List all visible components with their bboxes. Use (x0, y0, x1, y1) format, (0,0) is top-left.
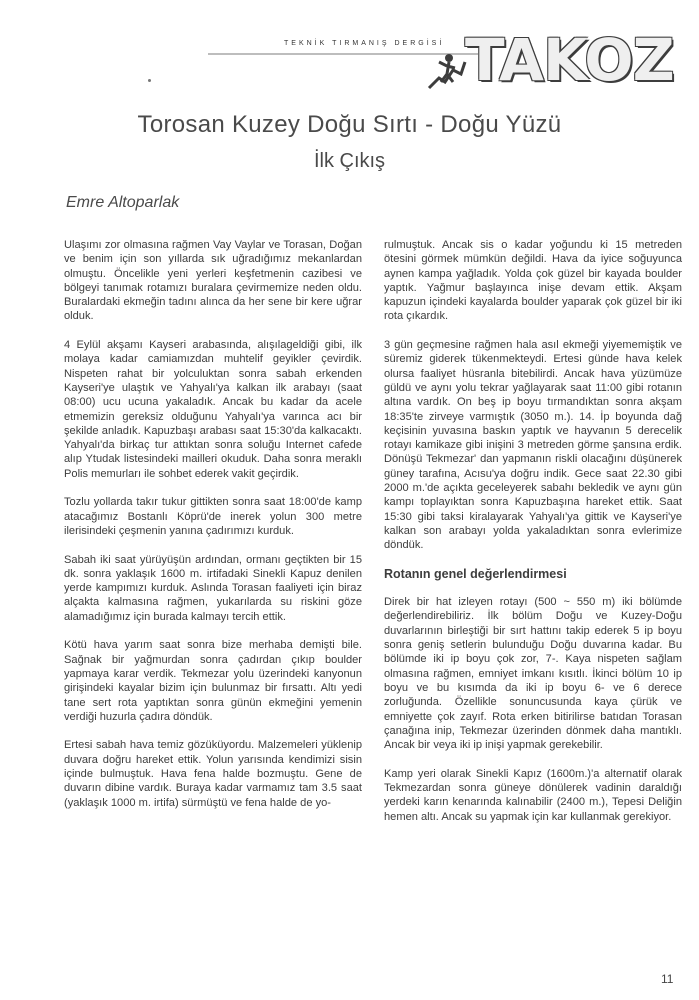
paragraph: Tozlu yollarda takır tukur gittikten sonra saat 18:00'de kamp atacağımız Bostanlı Köprü'de inerek yolun 300 metre ilerisindeki çeşmenin yanına çadırımızı kurduk. (64, 496, 362, 537)
article-title: Torosan Kuzey Doğu Sırtı - Doğu Yüzü (137, 111, 562, 138)
article-subtitle: İlk Çıkış (313, 150, 386, 172)
section-heading: Rotanın genel değerlendirmesi (384, 566, 567, 581)
paragraph: Ertesi sabah hava temiz gözüküyordu. Malzemeleri yüklenip duvara doğru hareket ettik. Yolun yarısında kendimizi sisin içinde bulmuştuk. Hava fena halde bozmuştu. Gene de duvarın dibine vardık. Buraya kadar varmamız tam 3.5 saat (yaklaşık 1000 m. irtifa) sürmüştü ve fena halde de yo- (64, 739, 362, 809)
paragraph: 4 Eylül akşamı Kayseri arabasında, alışılageldiği gibi, ilk molaya kadar camiamızdan muhtelif geyikler çevirdik. Nispeten rahat bir yolculuktan sonra sabah erkenden Kayseri'ye ulaştık ve Yahyalı'ya kalkan ilk arabayı (saat 08:00) ucu ucuna yakaladık. Ancak bu kadar da acele etmemizin gereksiz olduğunu Yahyalı'ya varınca acı bir şekilde anladık. Kapuzbaşı arabası saat 15:30'da kalkacaktı. Yahyalı'da birkaç tur attıktan sonra soluğu Internet cafede alıp Ytudak listesindeki mailleri okuduk. Daha sonra meraklı Polis memurları ile sohbet ederek vakit geçirdik. (64, 339, 362, 480)
paragraph: 3 gün geçmesine rağmen hala asıl ekmeği yiyememiştik ve süremiz giderek tükenmekteydi. Ertesi günde hava kelek olursa faaliyet hüsranla bitebilirdi. Ancak hava yüzümüze güldü ve aynı yolu tekrar yağlayarak saat 11:00 gibi rotanın altına vardık. On beş ip boyu tırmandıktan sonra akşam 18:35'te zirveye varmıştık (3050 m.). 14. İp boyunda dağ keçisinin yuvasına baskın yaptık ve hayvanın 5 derecelik rotayı kamikaze gibi inişini 3 metreden görme şansına erdik. Dönüşü Tekmezar' dan yapmanın riskli olacağını düşünerek güney tarafına, Acısu'ya doğru indik. Gece saat 22.30 gibi 2000 m.'de açıkta geceleyerek sabahı bekledik ve aynı gün kampı toplayıktan sonra Kapuzbaşına hareket ettik. Saat 15:30 gibi taksi kiralayarak Yahyalı'ya gittik ve Kayseri'ye kalkan son arabayı yolda yakaladıktan sonra evlerimize döndük. (384, 339, 682, 552)
paragraph: Ulaşımı zor olmasına rağmen Vay Vaylar ve Torasan, Doğan ve benim için son yıllarda sık uğradığımız mekanlardan olmuştu. Öncelikle yeni yerleri keşfetmenin cazibesi ve bölgeyi tanımak rotamızı buralara çevirmemize neden oldu. Buralardaki ekmeğin tadını alınca da her sene bir kere uğrar olduk. (64, 239, 362, 323)
article-author: Emre Altoparlak (66, 194, 180, 211)
magazine-logo (425, 26, 674, 94)
paragraph: rulmuştuk. Ancak sis o kadar yoğundu ki 15 metreden ötesini görmek mümkün değildi. Hava da iyice soğuyunca aynen kampa yağladık. Yolda çok güzel bir kayada boulder yaptık. Yağmur başlayınca inişe devam ettik. Akşam kapuzun içindeki kayalarda boulder yaparak çok güzel bir iki rota çıkardık. (384, 239, 682, 323)
climber-icon (425, 48, 469, 92)
right-column (384, 238, 682, 838)
magazine-name: TEKNİK TIRMANIŞ DERGİSİ (284, 40, 445, 47)
left-column (64, 238, 362, 824)
dot-mark (148, 79, 151, 82)
page-number: 11 (661, 972, 674, 986)
paragraph: Kamp yeri olarak Sinekli Kapız (1600m.)'a alternatif olarak Tekmezardan sonra güneye dönülerek vadinin daraldığı yerdeki karın kenarında kalınabilir (2400 m.), Tepesi Deliğin hemen altı. Ancak su yapmak için kar kullanmak gerekiyor. (384, 767, 682, 823)
paragraph: Kötü hava yarım saat sonra bize merhaba demişti bile. Sağnak bir yağmurdan sonra çadırdan çıkıp boulder yapmaya karar verdik. Tekmezar yolu üzerindeki kanyonun girişindeki kayalar bizim için bulunmaz bir fırsattı. Altı yedi tane sert rota yaptıktan sonra günün ekmeğini yemenin verdiği huzurla çadıra döndük. (64, 639, 362, 723)
logo-text: TAKOZ (465, 26, 674, 94)
paragraph: Sabah iki saat yürüyüşün ardından, ormanı geçtikten bir 15 dk. sonra yaklaşık 1600 m. irtifadaki Sinekli Kapuz denilen yerde kampımızı kurduk. Aslında Torasan faaliyeti için biraz alçakta kalmasına rağmen, yukarılarda su riskini göze alamadığımız için burada kalmayı tercih ettik. (64, 553, 362, 623)
paragraph: Direk bir hat izleyen rotayı (500 ~ 550 m) iki bölümde değerlendirebiliriz. İlk bölüm Doğu ve Kuzey-Doğu duvarlarının birleştiği bir sırt hattını takip ederek 5 ip boyu sonra geniş setlerin bulunduğu Doğu duvarına kadar. Bu bölümde iki ip boyu çok zor, 7-. Kaya nispeten sağlam olmasına rağmen, emniyet imkanı kısıtlı. İkinci bölüm 10 ip boyu ve bu kısımda da iki ip boyu 6- ve 6 derece zorluğunda. Özellikle sonuncusunda kaya çürük ve emniyette çok zayıf. Rota erken bitirilirse batıdan Torasan çanağına inip, Tekmezar üzerinden dönmek daha mantıklı. Ancak bir veya iki ip inişi yapmak gerekebilir. (384, 596, 682, 752)
